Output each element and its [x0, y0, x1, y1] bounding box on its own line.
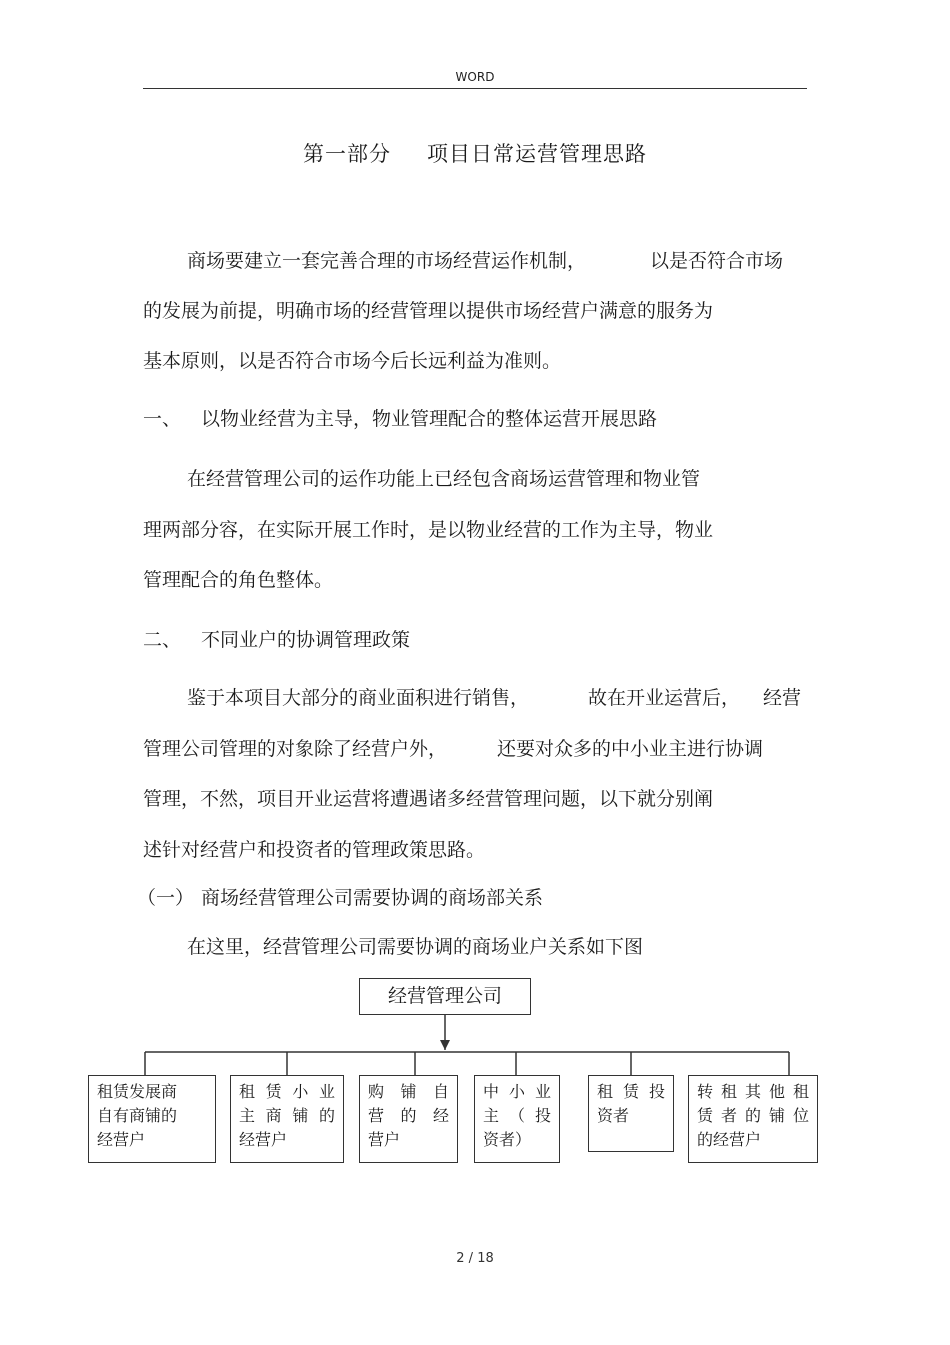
node-line: 中小业: [483, 1082, 551, 1101]
node-line: 购铺自: [368, 1082, 449, 1101]
node-line: 租赁投: [597, 1082, 665, 1101]
paragraph-line: 在经营管理公司的运作功能上已经包含商场运营管理和物业管: [187, 468, 701, 490]
title-part: 第一部分: [303, 142, 391, 166]
title-text: 项目日常运营管理思路: [427, 142, 647, 166]
paragraph-line: 还要对众多的中小业主进行协调: [497, 738, 764, 760]
node-line: 主商铺的: [239, 1106, 335, 1125]
heading-text: 以物业经营为主导，物业管理配合的整体运营开展思路: [201, 408, 658, 430]
paragraph-line: 基本原则，以是否符合市场今后长远利益为准则。: [143, 350, 562, 372]
org-chart-root: 经营管理公司: [359, 978, 531, 1015]
node-line: 租赁小业: [239, 1082, 335, 1101]
running-header: WORD: [455, 70, 495, 84]
heading-number: 一、: [143, 408, 182, 430]
subheading-text: 商场经营管理公司需要协调的商场部关系: [201, 887, 544, 909]
org-chart-node: [230, 1075, 344, 1163]
node-line: 的经营户: [697, 1130, 762, 1149]
page-separator: /: [468, 1251, 474, 1266]
org-chart-node: [474, 1075, 560, 1163]
page-current: 2: [456, 1251, 465, 1266]
node-line: 租赁发展商: [97, 1082, 178, 1101]
node-line: 营的经: [368, 1106, 449, 1125]
node-line: 赁者的铺位: [697, 1106, 809, 1125]
paragraph-line: 故在开业运营后，: [588, 687, 741, 709]
arrow-down-icon: [440, 1040, 450, 1050]
org-chart-node: [359, 1075, 458, 1163]
org-chart-node: [88, 1075, 216, 1163]
node-line: 转租其他租: [697, 1082, 809, 1101]
paragraph-line: 管理公司管理的对象除了经营户外，: [143, 738, 448, 760]
paragraph-line: 经营: [763, 687, 802, 709]
heading-number: 二、: [143, 629, 182, 651]
paragraph-line: 的发展为前提，明确市场的经营管理以提供市场经营户满意的服务为: [143, 300, 714, 322]
paragraph-line: 鉴于本项目大部分的商业面积进行销售，: [187, 687, 530, 709]
page-number: [0, 1251, 950, 1266]
node-line: 营户: [368, 1130, 401, 1149]
node-line: 主（投: [483, 1106, 551, 1125]
node-line: 资者）: [483, 1130, 532, 1149]
node-line: 经营户: [97, 1130, 146, 1149]
paragraph-line: 在这里，经营管理公司需要协调的商场业户关系如下图: [187, 936, 644, 958]
node-line: 资者: [597, 1106, 630, 1125]
paragraph-line: 管理配合的角色整体。: [143, 569, 334, 591]
paragraph-line: 商场要建立一套完善合理的市场经营运作机制，: [187, 250, 587, 272]
org-chart-node: [688, 1075, 818, 1163]
paragraph-line: 以是否符合市场: [650, 250, 784, 272]
subheading-number: （一）: [137, 887, 195, 909]
org-chart-node: [588, 1075, 674, 1152]
heading-text: 不同业户的协调管理政策: [201, 629, 411, 651]
paragraph-line: 述针对经营户和投资者的管理政策思路。: [143, 839, 486, 861]
node-line: 自有商铺的: [97, 1106, 178, 1125]
page-total: 18: [477, 1251, 494, 1266]
node-line: 经营户: [239, 1130, 288, 1149]
paragraph-line: 理两部分容，在实际开展工作时，是以物业经营的工作为主导，物业: [143, 519, 714, 541]
paragraph-line: 管理，不然，项目开业运营将遭遇诸多经营管理问题，以下就分别阐: [143, 788, 714, 810]
